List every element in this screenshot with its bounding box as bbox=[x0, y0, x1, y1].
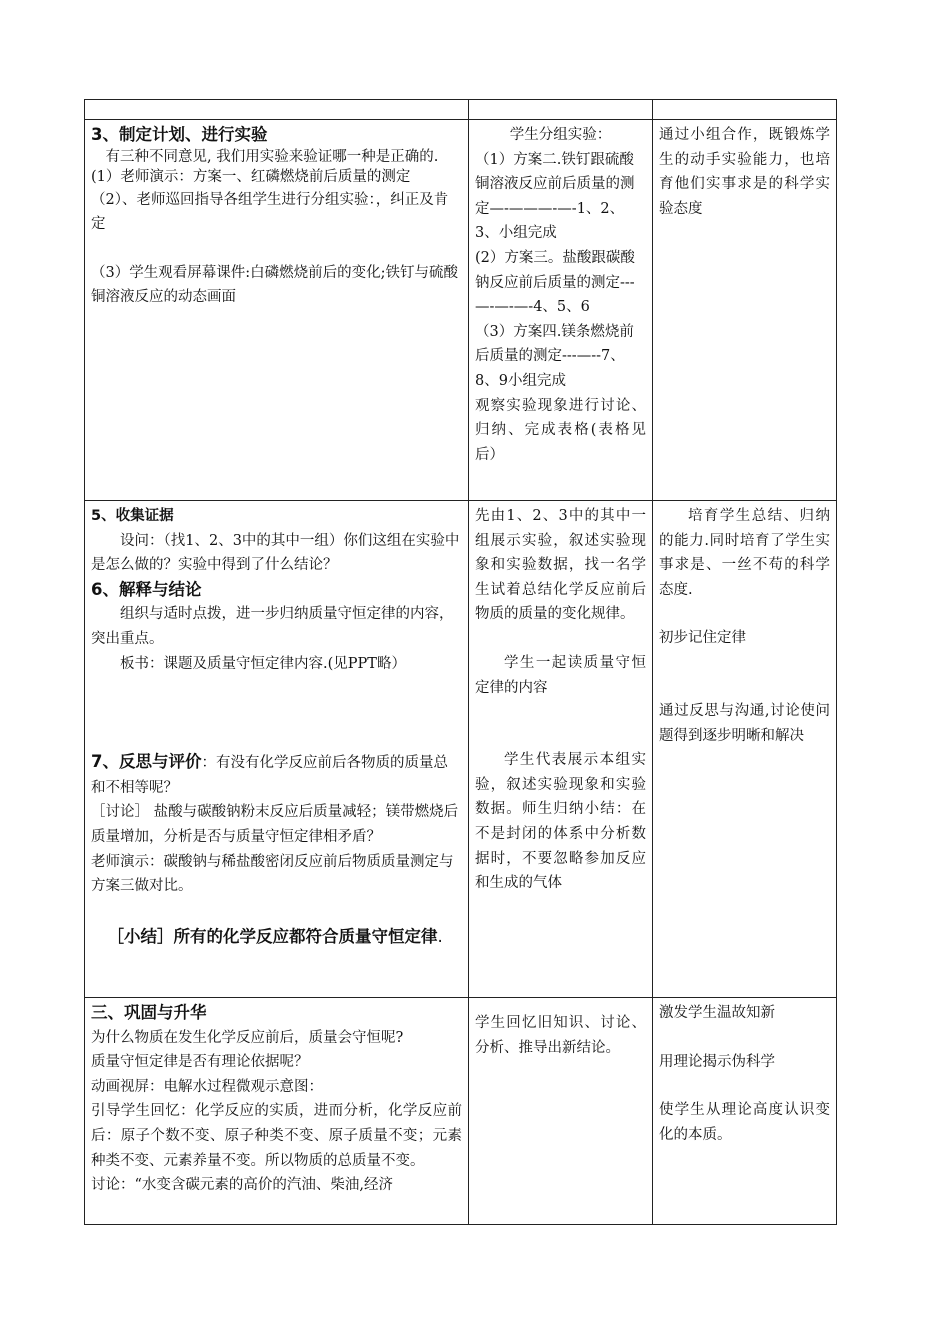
paragraph: 观察实验现象进行讨论、归纳、完成表格(表格见后） bbox=[475, 397, 646, 463]
section-heading-7: 7、反思与评价 bbox=[91, 752, 202, 772]
section-heading-3: 3、制定计划、进行实验 bbox=[91, 125, 268, 144]
table-row-consolidation bbox=[85, 998, 837, 1225]
paragraph: 动画视屏：电解水过程微观示意图： bbox=[91, 1078, 323, 1095]
paragraph: 通过小组合作，既锻炼学生的动手实验能力，也培育他们实事求是的科学实验态度 bbox=[659, 127, 830, 217]
paragraph: 为什么物质在发生化学反应前后，质量会守恒呢? bbox=[91, 1029, 404, 1046]
paragraph: 用理论揭示伪科学 bbox=[659, 1053, 775, 1070]
student-activity-cell bbox=[469, 501, 653, 998]
paragraph: （2）、老师巡回指导各组学生进行分组实验：，纠正及肯定 bbox=[91, 191, 449, 233]
design-intent-cell bbox=[653, 120, 837, 501]
paragraph: 学生分组实验： bbox=[509, 127, 612, 143]
empty-cell bbox=[653, 100, 837, 120]
empty-cell bbox=[85, 100, 469, 120]
paragraph: 使学生从理论高度认识变化的本质。 bbox=[659, 1102, 830, 1143]
paragraph: 激发学生温故知新 bbox=[659, 1005, 775, 1021]
paragraph: 讨论：“水变含碳元素的高价的汽油、柴油,经济 bbox=[91, 1177, 394, 1194]
table-row-evidence bbox=[85, 501, 837, 998]
paragraph: 有三种不同意见, 我们用实验来验证哪一种是正确的. bbox=[105, 148, 439, 165]
paragraph: (2）方案三。盐酸跟碳酸钠反应前后质量的测定---—-—-—-4、5、6 bbox=[475, 249, 635, 316]
teacher-activity-cell bbox=[85, 120, 469, 501]
table-row-experiment bbox=[85, 120, 837, 501]
paragraph: 学生一起读质量守恒定律的内容 bbox=[475, 654, 646, 696]
paragraph: 学生代表展示本组实验，叙述实验现象和实验数据。师生归纳小结：在不是封闭的体系中分析数据时，不要忽略参加反应和生成的气体 bbox=[475, 752, 646, 892]
paragraph: （3）学生观看屏幕课件:白磷燃烧前后的变化;铁钉与硫酸铜溶液反应的动态画面 bbox=[91, 264, 458, 306]
design-intent-cell bbox=[653, 501, 837, 998]
paragraph: 引导学生回忆：化学反应的实质，进而分析，化学反应前后：原子个数不变、原子种类不变、原子质量不变；元素种类不变、元素养量不变。所以物质的总质量不变。 bbox=[91, 1103, 462, 1169]
paragraph: 先由1、2、3中的其中一组展示实验，叙述实验现象和实验数据，找一名学生试着总结化学反应前后物质的质量的变化规律。 bbox=[475, 508, 646, 623]
summary-text: ［小结］所有的化学反应都符合质量守恒定律 bbox=[107, 926, 438, 946]
section-heading-6: 6、解释与结论 bbox=[91, 579, 202, 599]
paragraph: （3）方案四.镁条燃烧前后质量的测定---—--7、8、9小组完成 bbox=[475, 323, 634, 389]
paragraph: 通过反思与沟通,讨论使问题得到逐步明晰和解决 bbox=[659, 702, 830, 744]
paragraph: （1）方案二.铁钉跟硫酸铜溶液反应前后质量的测定—-———-—-1、2、3、小组完成 bbox=[475, 151, 635, 242]
section-heading-5: 5、收集证据 bbox=[91, 508, 174, 524]
lesson-plan-table bbox=[84, 99, 837, 1225]
paragraph: 学生回忆旧知识、讨论、分析、推导出新结论。 bbox=[475, 1015, 646, 1056]
paragraph: ：有没有化学反应前后各物质的质量总和不相等呢？ bbox=[91, 755, 448, 796]
paragraph: (1）老师演示：方案一、红磷燃烧前后质量的测定 bbox=[91, 168, 411, 185]
summary-period: . bbox=[437, 926, 443, 946]
paragraph: 初步记住定律 bbox=[659, 630, 746, 647]
paragraph: 质量守恒定律是否有理论依据呢？ bbox=[91, 1054, 309, 1071]
paragraph: ［讨论］ 盐酸与碳酸钠粉末反应后质量减轻；镁带燃烧后质量增加，分析是否与质量守恒定律相矛盾？ bbox=[91, 804, 459, 845]
teacher-activity-cell bbox=[85, 998, 469, 1225]
empty-cell bbox=[469, 100, 653, 120]
paragraph: 设问：（找1、2、3中的其中一组）你们这组在实验中是怎么做的？实验中得到了什么结论？ bbox=[91, 532, 460, 574]
design-intent-cell bbox=[653, 998, 837, 1225]
teacher-activity-cell bbox=[85, 501, 469, 998]
paragraph: 板书：课题及质量守恒定律内容.(见PPT略） bbox=[120, 655, 406, 672]
paragraph: 老师演示：碳酸钠与稀盐酸密闭反应前后物质质量测定与方案三做对比。 bbox=[91, 853, 454, 895]
student-activity-cell bbox=[469, 998, 653, 1225]
paragraph: 培育学生总结、归纳的能力.同时培育了学生实事求是、一丝不苟的科学态度. bbox=[659, 508, 830, 598]
section-heading-three: 三、巩固与升华 bbox=[91, 1003, 207, 1022]
table-row-top bbox=[85, 100, 837, 120]
paragraph: 组织与适时点拨，进一步归纳质量守恒定律的内容，突出重点。 bbox=[91, 606, 454, 647]
student-activity-cell bbox=[469, 120, 653, 501]
